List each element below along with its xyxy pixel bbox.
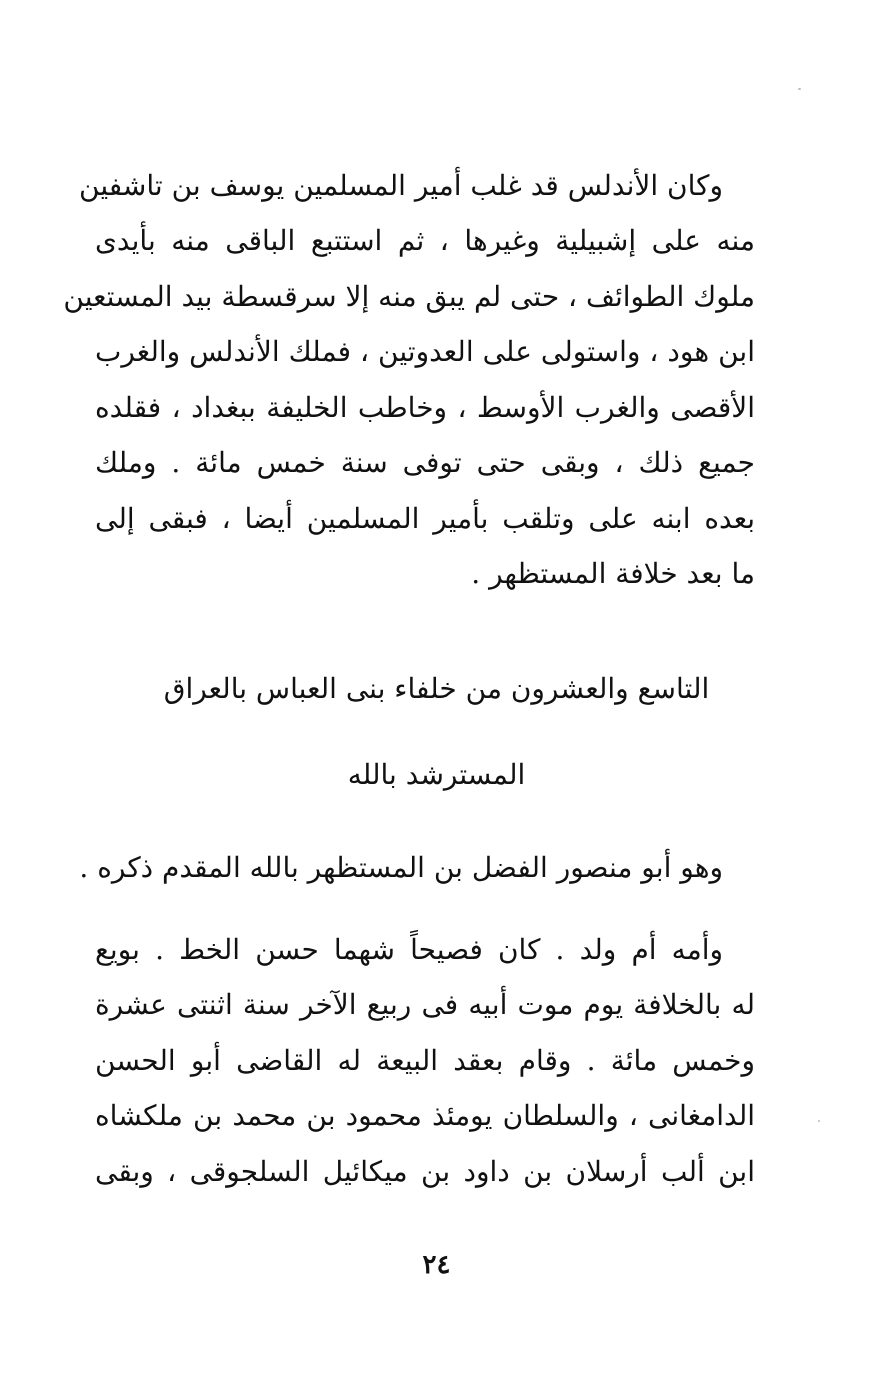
- text-line: الأقصى والغرب الأوسط ، وخاطب الخليفة ببغداد ، فقلده: [95, 390, 755, 424]
- text-line: وأمه أم ولد . كان فصيحاً شهما حسن الخط . بويع: [95, 933, 723, 966]
- paper-speck: [798, 88, 801, 90]
- paragraph-biography: [95, 922, 755, 1199]
- text-line: وكان الأندلس قد غلب أمير المسلمين يوسف بن تاشفين: [79, 169, 723, 202]
- text-line: منه على إشبيلية وغيرها ، ثم استتبع الباقى منه بأيدى: [95, 224, 755, 258]
- paragraph-andalus: [63, 158, 755, 602]
- text-line: جميع ذلك ، وبقى حتى توفى سنة خمس مائة . وملك: [95, 446, 755, 480]
- text-line: وهو أبو منصور الفضل بن المستظهر بالله المقدم ذكره .: [79, 851, 723, 884]
- text-line: ابن هود ، واستولى على العدوتين ، فملك الأندلس والغرب: [95, 335, 755, 369]
- text-line: وخمس مائة . وقام بعقد البيعة له القاضى أبو الحسن: [95, 1043, 755, 1077]
- section-heading: التاسع والعشرون من خلفاء بنى العباس بالعراق: [163, 672, 710, 705]
- text-line: ملوك الطوائف ، حتى لم يبق منه إلا سرقسطة بيد المستعين: [63, 279, 755, 313]
- paragraph-intro: [79, 840, 755, 895]
- text-line: بعده ابنه على وتلقب بأمير المسلمين أيضا ، فبقى إلى: [95, 501, 755, 535]
- text-line: ابن ألب أرسلان بن داود بن ميكائيل السلجوقى ، وبقى: [95, 1154, 755, 1188]
- paper-speck: [818, 1120, 820, 1122]
- text-line: ما بعد خلافة المستظهر .: [471, 557, 755, 591]
- text-line: الدامغانى ، والسلطان يومئذ محمود بن محمد بن ملكشاه: [95, 1099, 755, 1133]
- page-number: ٢٤: [422, 1250, 451, 1280]
- caliph-name-heading: المسترشد بالله: [347, 758, 526, 791]
- text-line: له بالخلافة يوم موت أبيه فى ربيع الآخر سنة اثنتى عشرة: [95, 988, 755, 1022]
